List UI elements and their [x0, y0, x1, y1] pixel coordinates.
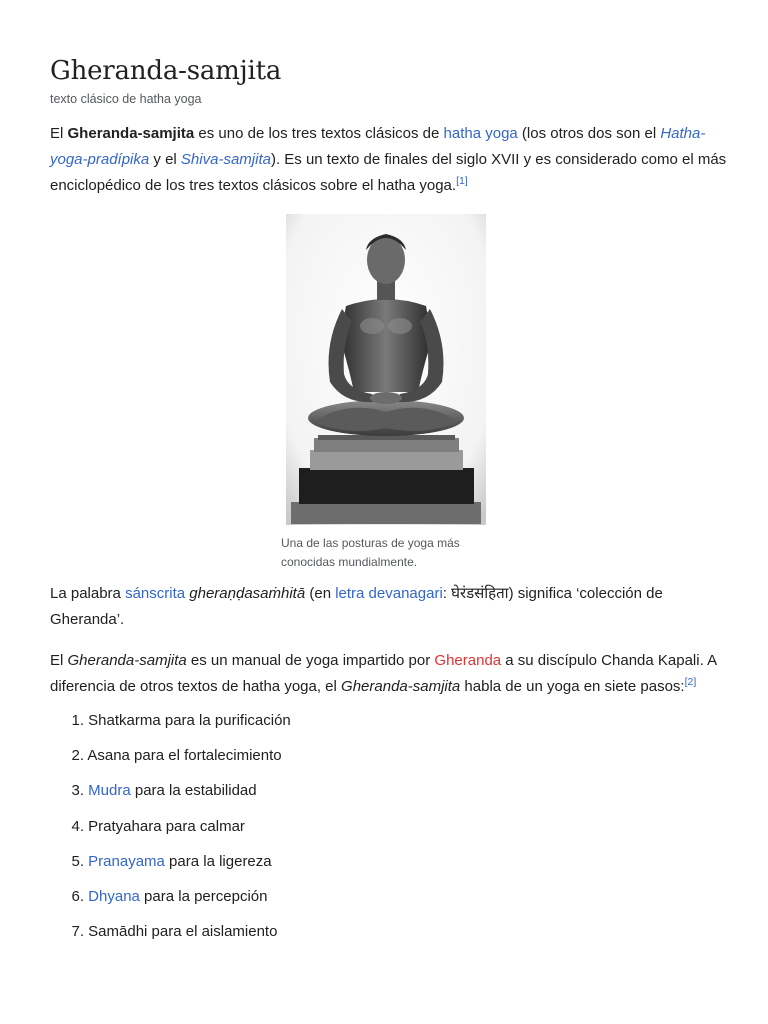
link-pranayama[interactable]: Pranayama	[88, 852, 165, 870]
sanskrit-term: gheraṇḍasaṁhitā	[189, 585, 306, 602]
summary-italic-1: Gheranda-samjita	[67, 652, 187, 669]
step-text: para la estabilidad	[130, 782, 257, 800]
etym-text-3: (en	[305, 585, 336, 602]
link-hatha-yoga-pradipika[interactable]: Hatha-yoga-pradípika	[50, 125, 706, 168]
etym-text-1: La palabra	[50, 585, 126, 602]
step-number: 3.	[71, 782, 84, 800]
intro-text-5: ). Es un texto de finales del siglo XVII y es considerado como el más enciclopédico de los tres textos clásicos sobre el hatha yoga.	[50, 151, 727, 194]
intro-text-3: (los otros dos son el	[517, 125, 661, 142]
list-item	[50, 743, 291, 778]
reference-1[interactable]: [1]	[456, 175, 468, 187]
link-hatha-yoga[interactable]: hatha yoga	[443, 125, 518, 142]
etym-text-4: : घेरंडसंहिता) significa ‘colección de Gheranda’.	[50, 585, 663, 628]
etymology-paragraph	[50, 581, 730, 633]
link-dhyana[interactable]: Dhyana	[88, 887, 140, 905]
figure-caption: Una de las posturas de yoga más conocidas mundialmente.	[281, 536, 460, 569]
link-shiva-samjita[interactable]: Shiva-samjita	[180, 151, 271, 168]
summary-text-3: a su discípulo Chanda Kapali. A diferencia de otros textos de hatha yoga, el	[50, 652, 717, 695]
list-item	[50, 884, 291, 919]
step-text: Pratyahara para calmar	[88, 817, 245, 835]
step-number: 1.	[71, 712, 84, 729]
step-number: 4.	[71, 817, 84, 835]
step-text: Shatkarma para la purificación	[88, 712, 291, 729]
intro-paragraph	[50, 121, 730, 199]
step-text: Asana para el fortalecimiento	[87, 747, 282, 765]
page-title: Gheranda-samjita	[50, 56, 282, 86]
intro-bold-title: Gheranda-samjita	[67, 125, 195, 142]
summary-text-1: El	[50, 652, 68, 669]
link-sanscrita[interactable]: sánscrita	[125, 585, 186, 602]
step-number: 2.	[71, 747, 84, 765]
link-mudra[interactable]: Mudra	[88, 782, 131, 800]
summary-paragraph	[50, 648, 730, 700]
intro-text-4: y el	[149, 151, 181, 168]
list-item	[50, 814, 291, 849]
link-gheranda[interactable]: Gheranda	[434, 652, 502, 669]
step-number: 7.	[71, 923, 84, 941]
statue-photo[interactable]	[286, 214, 486, 525]
list-item	[50, 849, 291, 884]
step-number: 6.	[71, 887, 84, 905]
reference-2[interactable]: [2]	[684, 676, 697, 688]
intro-text-1: El	[50, 125, 68, 142]
link-letra-devanagari[interactable]: letra devanagari	[335, 585, 443, 602]
intro-text-2: es uno de los tres textos clásicos de	[194, 125, 444, 142]
step-number: 5.	[71, 852, 84, 870]
summary-text-2: es un manual de yoga impartido por	[186, 652, 435, 669]
step-text: para la ligereza	[164, 852, 272, 870]
summary-italic-2: Gheranda-samjita	[341, 678, 461, 695]
step-text: para la percepción	[139, 887, 268, 905]
step-text: Samādhi para el aislamiento	[88, 923, 278, 941]
page-subtitle: texto clásico de hatha yoga	[50, 92, 202, 106]
list-item	[50, 778, 291, 813]
list-item	[50, 708, 291, 743]
list-item	[50, 919, 291, 954]
summary-text-4: habla de un yoga en siete pasos:	[460, 678, 685, 695]
steps-list	[50, 708, 291, 954]
